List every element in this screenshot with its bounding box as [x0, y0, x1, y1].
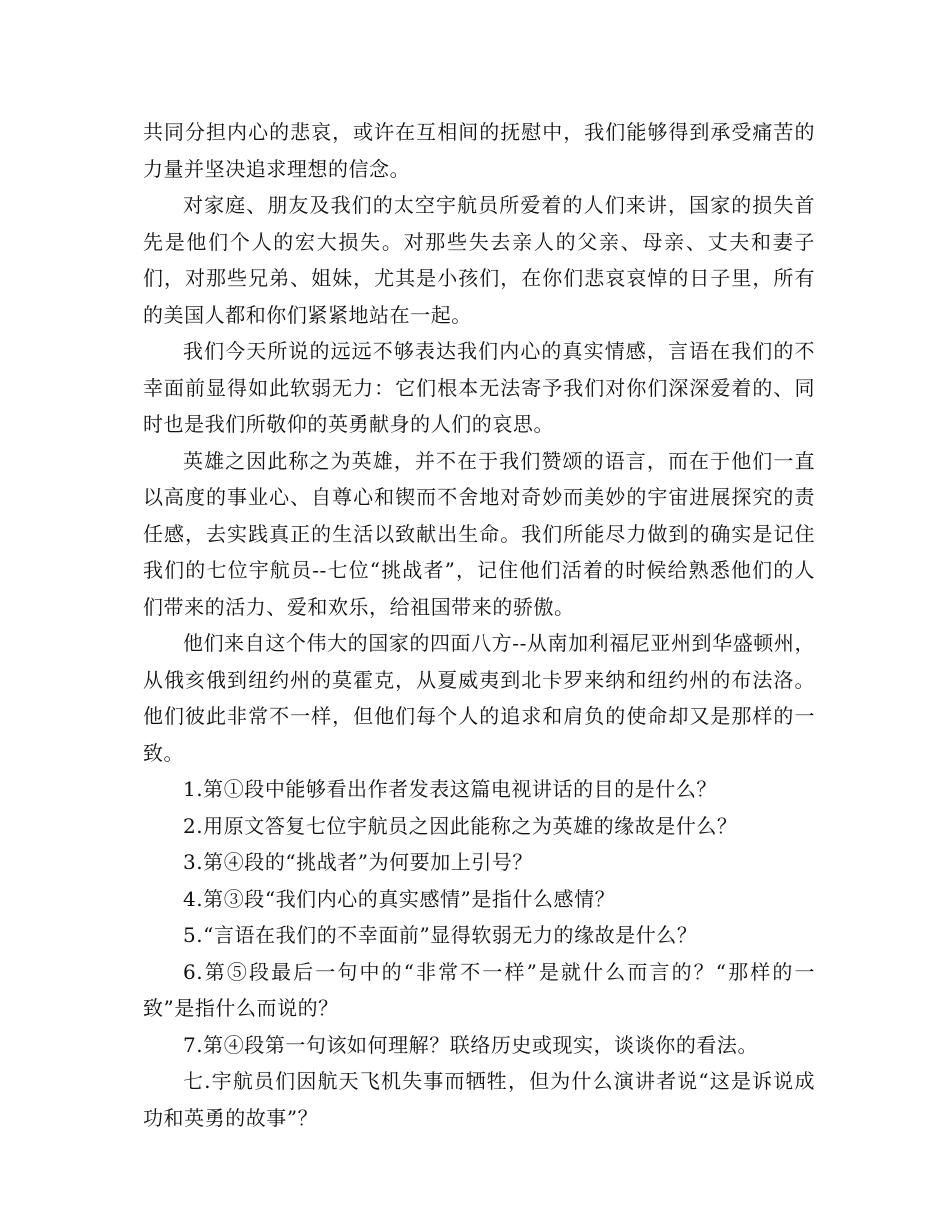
section-seven-question: 七.宇航员们因航天飞机失事而牺牲，但为什么演讲者说“这是诉说成功和英勇的故事”？ [143, 1069, 815, 1130]
document-page [143, 114, 815, 1136]
question-5: 5.“言语在我们的不幸面前”显得软弱无力的缘故是什么？ [183, 923, 698, 947]
question-1: 1.第①段中能够看出作者发表这篇电视讲话的目的是什么？ [183, 777, 717, 801]
question-4: 4.第③段“我们内心的真实感情”是指什么感情？ [183, 886, 616, 911]
paragraph-continuation: 共同分担内心的悲哀，或许在互相间的抚慰中，我们能够得到承受痛苦的力量并坚决追求理想的信念。 [143, 120, 815, 181]
paragraph-heroes: 英雄之因此称之为英雄，并不在于我们赞颂的语言，而在于他们一直以高度的事业心、自尊心和锲而不舍地对奇妙而美妙的宇宙进展探究的责任感，去实践真正的生活以致献出生命。我们所能尽力做到的确实是记住我们的七位宇航员--七位“挑战者”，记住他们活着的时候给熟悉他们的人们带来的活力、爱和欢乐，给祖国带来的骄傲。 [143, 448, 815, 619]
question-3: 3.第④段的“挑战者”为何要加上引号？ [183, 850, 533, 874]
question-6: 6.第⑤段最后一句中的“非常不一样”是就什么而言的？“那样的一致”是指什么而说的？ [143, 959, 815, 1020]
question-7: 7.第④段第一句该如何理解？联络历史或现实，谈谈你的看法。 [183, 1032, 759, 1057]
paragraph-words: 我们今天所说的远远不够表达我们内心的真实情感，言语在我们的不幸面前显得如此软弱无力：它们根本无法寄予我们对你们深深爱着的、同时也是我们所敬仰的英勇献身的人们的哀思。 [143, 339, 815, 436]
question-2: 2.用原文答复七位宇航员之因此能称之为英雄的缘故是什么？ [183, 813, 738, 838]
paragraph-origins: 他们来自这个伟大的国家的四面八方--从南加利福尼亚州到华盛顿州，从俄亥俄到纽约州的莫霍克，从夏威夷到北卡罗来纳和纽约州的布法洛。他们彼此非常不一样，但他们每个人的追求和肩负的使命却又是那样的一致。 [143, 631, 815, 765]
paragraph-families: 对家庭、朋友及我们的太空宇航员所爱着的人们来讲，国家的损失首先是他们个人的宏大损失。对那些失去亲人的父亲、母亲、丈夫和妻子们，对那些兄弟、姐妹，尤其是小孩们，在你们悲哀哀悼的日子里，所有的美国人都和你们紧紧地站在一起。 [143, 193, 815, 327]
